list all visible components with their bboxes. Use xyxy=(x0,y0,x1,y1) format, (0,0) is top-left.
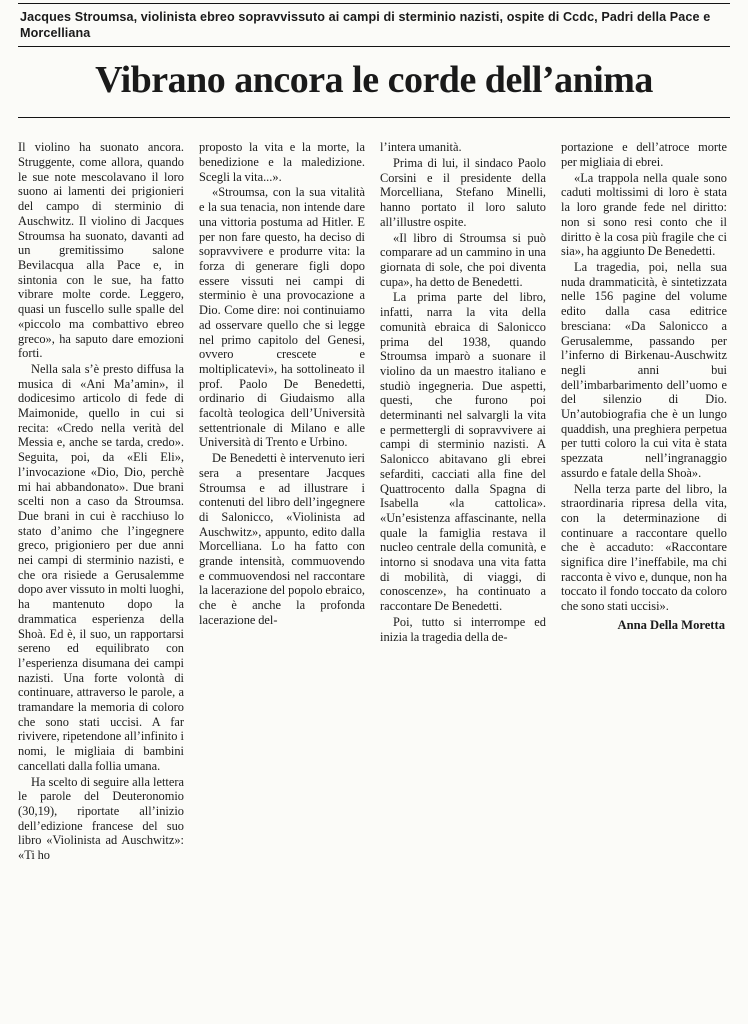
kicker: Jacques Stroumsa, violinista ebreo sopravvissuto ai campi di sterminio nazisti, ospite di Ccdc, Padri della Pace e Morcelliana xyxy=(20,10,711,40)
paragraph: Ha scelto di seguire alla lettera le parole del Deuteronomio (30,19), riportate all’inizio dell’edizione francese del suo libro «Violinista ad Auschwitz»: «Ti ho xyxy=(18,774,184,863)
paragraph: Prima di lui, il sindaco Paolo Corsini e il presidente della Morcelliana, Stefano Minelli, hanno portato il loro saluto all’illustre ospite. xyxy=(380,156,546,229)
article-body xyxy=(18,140,730,862)
headline-rule xyxy=(18,117,730,118)
paragraph: Il violino ha suonato ancora. Struggente, come allora, quando le sue note mescolavano il loro suono ai lamenti dei prigionieri del campo di sterminio di Auschwitz. Il violino di Jacques Stroumsa ha suonato, davanti ad un gremitissimo salone Bevilacqua alla Pace e, in sintonia con le sue, ha fatto vibrare molte corde. Leggero, quasi un fuscello sulle spalle del «piccolo ma combattivo ebreo greco», ha saputo dare emozioni forti. xyxy=(18,140,184,361)
paragraph: «Il libro di Stroumsa si può comparare ad un cammino in una giornata di sole, che poi diventa cupa», ha detto de Benedetti. xyxy=(380,230,546,289)
paragraph: La prima parte del libro, infatti, narra la vita della comunità ebraica di Salonicco prima del 1938, quando Stroumsa imparò a suonare il violino da un maestro italiano e studiò ingegneria. Due aspetti, questi, che furono poi determinanti nel salvargli la vita e permettergli di sopravvivere ai campi di sterminio nazisti. A Salonicco abitavano gli ebrei sefarditi, cacciati alla fine del Quattrocento dalla Spagna di Isabella «la cattolica». «Un’esistenza affascinante, nella quale la famiglia restava il nucleo centrale della comunità, e intorno si snodava una vita fatta di mobilità, di viaggi, di conoscenze», ha continuato a raccontare De Benedetti. xyxy=(380,290,546,614)
paragraph: «Stroumsa, con la sua vitalità e la sua tenacia, non intende dare una vittoria postuma ad Hitler. E per non fare questo, ha deciso di sopravvivere e produrre vita: la forza di generare figli dopo essere vissuti nei campi di sterminio è una provocazione a Dio. Come dire: noi continuiamo ad osservare quello che si legge nel primo capitolo del Genesi, ovvero crescete e moltiplicatevi», ha sottolineato il prof. Paolo De Benedetti, ordinario di Giudaismo alla facoltà teologica dell’Università settentrionale di Milano e alle Università di Trento e Urbino. xyxy=(199,185,365,450)
paragraph: De Benedetti è intervenuto ieri sera a presentare Jacques Stroumsa e ad illustrare i contenuti del libro dell’ingegnere di Salonicco, «Violinista ad Auschwitz», appunto, edito dalla Morcelliana. Lo ha fatto con grande intensità, commuovendo e commuovendosi nel raccontare la lacerazione del popolo ebraico, che è anche la profonda lacerazione del- xyxy=(199,451,365,627)
paragraph: La tragedia, poi, nella sua nuda drammaticità, è sintetizzata nelle 156 pagine del volume edito dalla casa editrice bresciana: «Da Salonicco a Gerusalemme, passando per l’inferno di Birkenau-Auschwitz negli anni bui dell’imbarbarimento dell’uomo e del silenzio di Dio. Un’autobiografia che è un lungo quaddish, una preghiera perpetua per tutti coloro la cui vita è stata spezzata nell’ingranaggio assurdo e fatale della Shoà». xyxy=(561,259,727,480)
paragraph: l’intera umanità. xyxy=(380,140,462,155)
paragraph: Nella terza parte del libro, la straordinaria ripresa della vita, con la determinazione di continuare a raccontare quello che è accaduto: «Raccontare significa dire l’ineffabile, ma chi racconta è vivo e, dunque, non ha toccato il fondo toccato da coloro che sono stati uccisi». xyxy=(561,481,727,614)
byline: Anna Della Moretta xyxy=(617,617,725,632)
article-column-2 xyxy=(199,140,365,627)
paragraph: «La trappola nella quale sono caduti moltissimi di loro è stata la loro grande fede nel diritto: non si sono resi conto che il diritto è la cosa più fragile che ci sia», ha aggiunto De Benedetti. xyxy=(561,170,727,259)
paragraph: Nella sala s’è presto diffusa la musica di «Ani Ma’amin», il dodicesimo articolo di fede di Maimonide, quello in cui si recita: «Credo nella verità del Messia e, anche se tarda, credo». Seguita, poi, da «Eli Eli», l’invocazione «Dio, Dio, perchè mi hai abbandonato». Due brani scelti non a caso da Stroumsa. Due brani in cui è racchiuso lo stato d’animo che l’ingegnere greco, prigioniero per due anni nei campi di sterminio nazisti, e che ora risiede a Gerusalemme dopo aver vissuto in molti luoghi, ha mantenuto dopo la drammatica esperienza della Shoà. Ed è, il suo, un rapportarsi sereno ed equilibrato con l’esperienza disumana dei campi nazisti. Una forte volontà di continuare, attraverso le parole, a tramandare la memoria di coloro che sono stati uccisi. A far rivivere, ripetendone all’infinito i nomi, le migliaia di bambini cancellati dalla follia umana. xyxy=(18,361,184,773)
headline: Vibrano ancora le corde dell’anima xyxy=(95,59,653,102)
article-column-3 xyxy=(380,140,546,644)
paragraph: Poi, tutto si interrompe ed inizia la tragedia della de- xyxy=(380,614,546,644)
paragraph: portazione e dell’atroce morte per migliaia di ebrei. xyxy=(561,140,727,170)
kicker-rule xyxy=(18,46,730,47)
article-column-1 xyxy=(18,140,184,862)
article-column-4 xyxy=(561,140,727,633)
paragraph: proposto la vita e la morte, la benedizione e la maledizione. Scegli la vita...». xyxy=(199,140,365,184)
